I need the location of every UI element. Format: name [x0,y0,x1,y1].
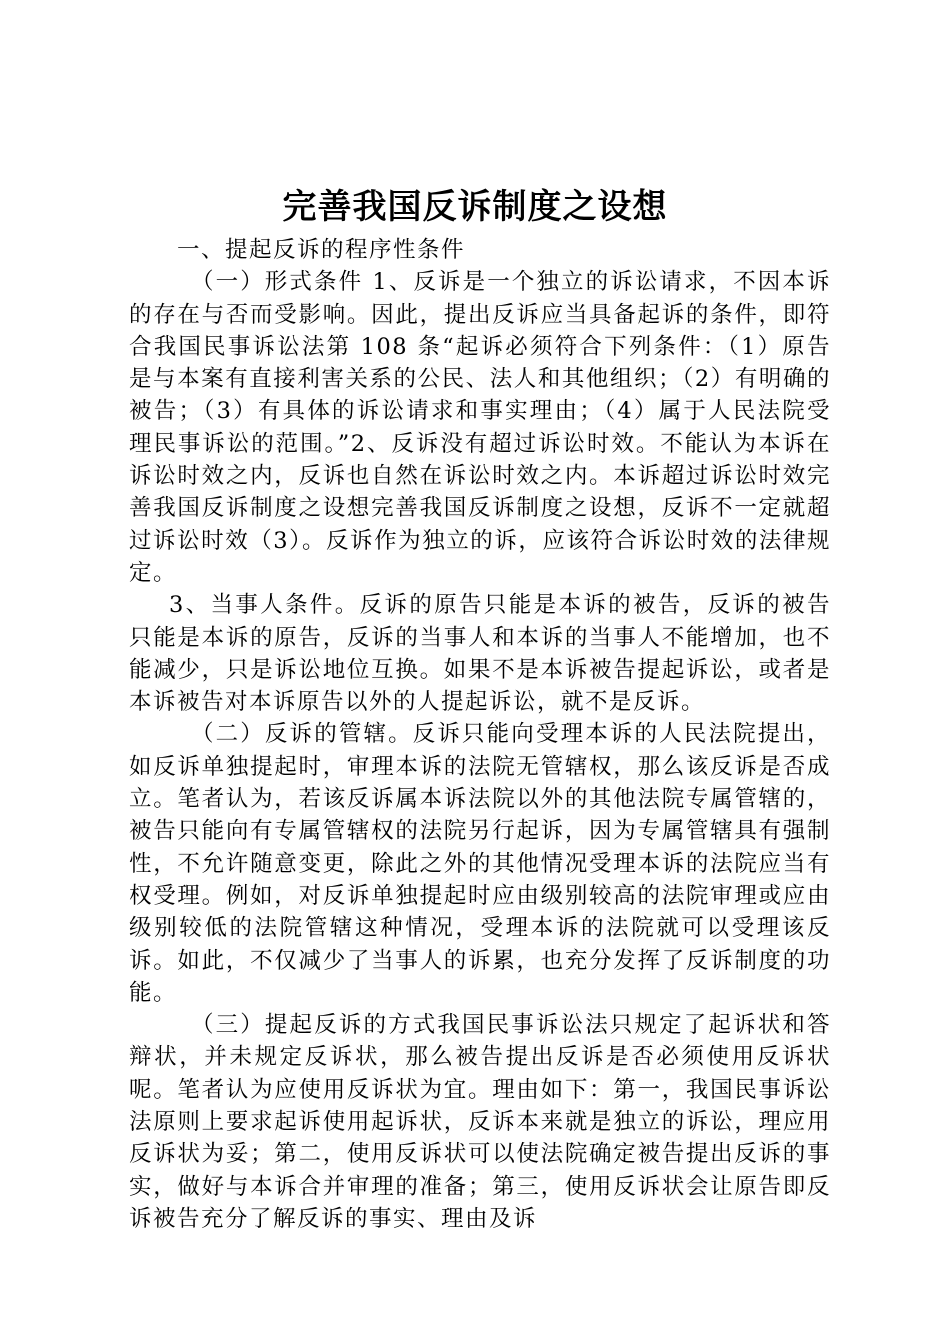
document-title: 完善我国反诉制度之设想 [282,187,668,227]
paragraph-filing-method: （三）提起反诉的方式我国民事诉讼法只规定了起诉状和答辩状，并未规定反诉状，那么被告提出反诉是否必须使用反诉状呢。笔者认为应使用反诉状为宜。理由如下：第一，我国民事诉讼法原则上要求起诉使用起诉状，反诉本来就是独立的诉讼，理应用反诉状为妥；第二，使用反诉状可以使法院确定被告提出反诉的事实，做好与本诉合并审理的准备；第三，使用反诉状会让原告即反诉被告充分了解反诉的事实、理由及诉 [129,1012,831,1232]
section-heading: 一、提起反诉的程序性条件 [177,237,466,263]
paragraph-formal-conditions: （一）形式条件 1、反诉是一个独立的诉讼请求，不因本诉的存在与否而受影响。因此，提出反诉应当具备起诉的条件，即符合我国民事诉讼法第 108 条“起诉必须符合下列条件：（1）原告是与本案有直接利害关系的公民、法人和其他组织；（2）有明确的被告；（3）有具体的诉讼请求和事实理由；（4）属于人民法院受理民事诉讼的范围。”2、反诉没有超过诉讼时效。不能认为本诉在诉讼时效之内，反诉也自然在诉讼时效之内。本诉超过诉讼时效完善我国反诉制度之设想完善我国反诉制度之设想，反诉不一定就超过诉讼时效（3）。反诉作为独立的诉，应该符合诉讼时效的法律规定。 [129,269,831,586]
document-body [129,234,831,1235]
paragraph-party-conditions: 3、当事人条件。反诉的原告只能是本诉的被告，反诉的被告只能是本诉的原告，反诉的当事人和本诉的当事人不能增加，也不能减少，只是诉讼地位互换。如果不是本诉被告提起诉讼，或者是本诉被告对本诉原告以外的人提起诉讼，就不是反诉。 [129,592,831,716]
paragraph-jurisdiction: （二）反诉的管辖。反诉只能向受理本诉的人民法院提出，如反诉单独提起时，审理本诉的法院无管辖权，那么该反诉是否成立。笔者认为，若该反诉属本诉法院以外的其他法院专属管辖的，被告只能向有专属管辖权的法院另行起诉，因为专属管辖具有强制性，不允许随意变更，除此之外的其他情况受理本诉的法院应当有权受理。例如，对反诉单独提起时应由级别较高的法院审理或应由级别较低的法院管辖这种情况，受理本诉的法院就可以受理该反诉。如此，不仅减少了当事人的诉累，也充分发挥了反诉制度的功能。 [129,721,831,1006]
